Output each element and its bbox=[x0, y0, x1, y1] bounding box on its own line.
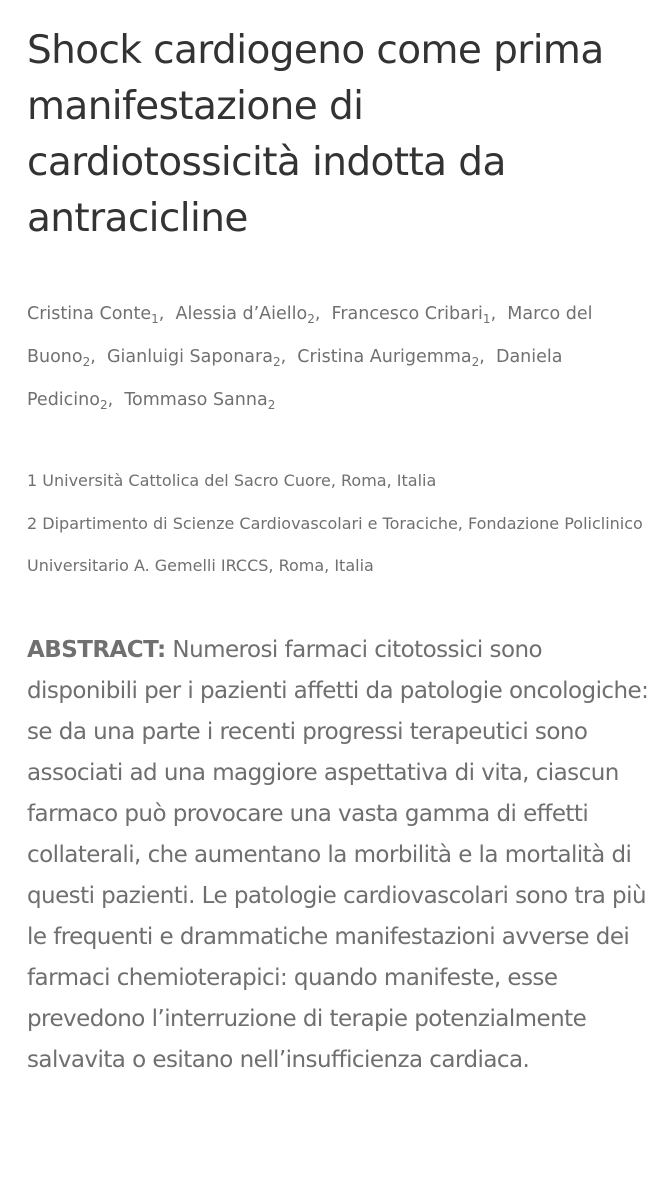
abstract bbox=[27, 588, 652, 1081]
author-separator: , bbox=[314, 304, 326, 324]
author bbox=[176, 304, 315, 324]
author-affiliation-number: 2 bbox=[99, 398, 108, 412]
author-affiliation-number: 1 bbox=[482, 312, 491, 326]
affiliation-item: 2 Dipartimento di Scienze Cardiovascolari e Toraciche, Fondazione Policlinico Universitario A. Gemelli IRCCS, Roma, Italia bbox=[27, 513, 643, 575]
abstract-label: ABSTRACT: bbox=[27, 636, 166, 663]
affiliation-item: 1 Università Cattolica del Sacro Cuore, Roma, Italia bbox=[27, 471, 437, 490]
author-affiliation-number: 2 bbox=[471, 355, 480, 369]
author-affiliation-number: 2 bbox=[267, 398, 276, 412]
author-name: Marco del Buono bbox=[27, 304, 593, 367]
author-name: Francesco Cribari bbox=[331, 304, 483, 324]
author-separator: , bbox=[280, 347, 292, 367]
author-separator: , bbox=[479, 347, 491, 367]
article-title: Shock cardiogeno come prima manifestazione di cardiotossicità indotta da antracicline bbox=[27, 28, 604, 241]
author-name: Cristina Aurigemma bbox=[297, 347, 472, 367]
author-separator: , bbox=[107, 390, 119, 410]
author bbox=[332, 304, 491, 324]
author-separator: , bbox=[90, 347, 102, 367]
author-separator: , bbox=[158, 304, 170, 324]
author-affiliation-number: 2 bbox=[307, 312, 315, 326]
author-affiliation-number: 2 bbox=[272, 355, 281, 369]
author-affiliation-number: 1 bbox=[151, 312, 159, 326]
author-name: Tommaso Sanna bbox=[124, 390, 268, 410]
author bbox=[107, 347, 281, 367]
author-separator: , bbox=[490, 304, 502, 324]
author bbox=[27, 304, 159, 324]
author-list bbox=[27, 247, 652, 422]
article bbox=[27, 0, 652, 1081]
author-name: Gianluigi Saponara bbox=[106, 347, 273, 367]
author bbox=[124, 390, 275, 410]
author-affiliation-number: 2 bbox=[82, 355, 91, 369]
author-name: Cristina Conte bbox=[27, 304, 152, 324]
author-name: Alessia d’Aiello bbox=[175, 304, 308, 324]
author-name: Daniela Pedicino bbox=[27, 347, 563, 410]
affiliation-list bbox=[27, 422, 652, 588]
abstract-text: Numerosi farmaci citotossici sono disponibili per i pazienti affetti da patologie oncologiche: se da una parte i recenti progressi terapeutici sono associati ad una maggiore aspettativa di vita, ciascun farmaco può provocare una vasta gamma di effetti collaterali, che aumentano la morbilità e la mortalità di questi pazienti. Le patologie cardiovascolari sono tra più le frequenti e drammatiche manifestazioni avverse dei farmaci chemioterapici: quando manifeste, esse prevedono l’interruzione di terapie potenzialmente salvavita o esitano nell’insufficienza cardiaca. bbox=[27, 636, 649, 1073]
author bbox=[297, 347, 479, 367]
